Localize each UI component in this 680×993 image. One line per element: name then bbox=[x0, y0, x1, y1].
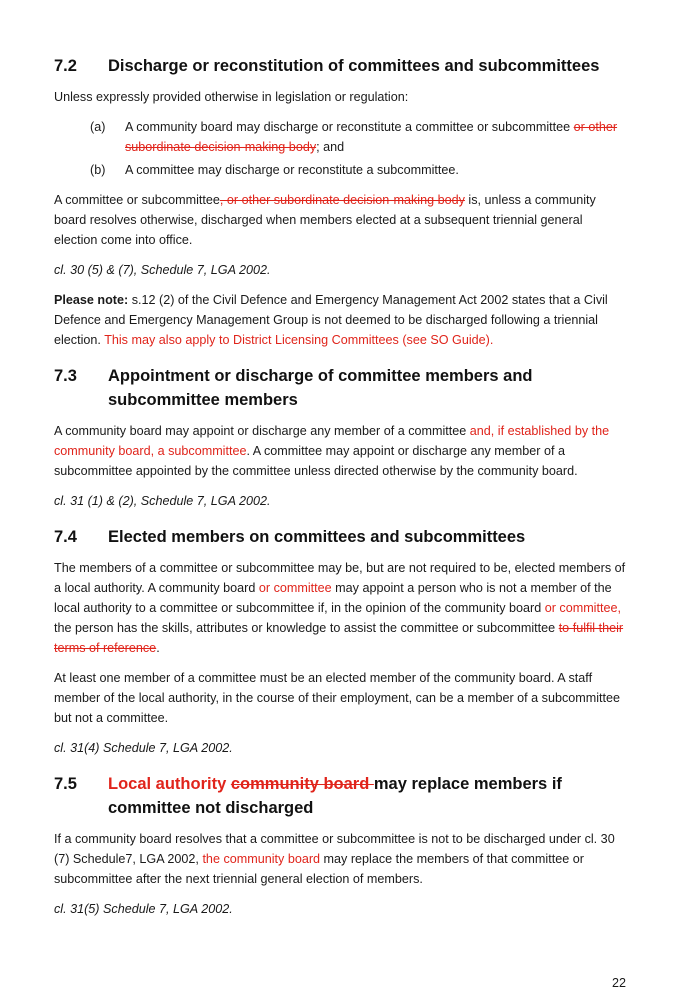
section-title bbox=[108, 772, 626, 820]
citation: cl. 31(4) Schedule 7, LGA 2002. bbox=[54, 741, 233, 755]
list-text bbox=[125, 117, 626, 157]
section-7-3 bbox=[54, 364, 626, 511]
paragraph: At least one member of a committee must be an elected member of the community board. A staff member of the local authority, in the course of their employment, can be a member of a subcommittee but not a committee. bbox=[54, 671, 621, 725]
inserted-text: or committee, bbox=[544, 601, 621, 615]
deleted-text: or other subordinate decision-making body bbox=[125, 120, 618, 154]
inserted-text: This may also apply to District Licensing Committees (see SO Guide). bbox=[104, 333, 494, 347]
section-heading bbox=[54, 772, 626, 820]
paragraph: Unless expressly provided otherwise in legislation or regulation: bbox=[54, 90, 409, 104]
text-run: the person has the skills, attributes or knowledge to assist the committee or subcommittee bbox=[54, 621, 559, 635]
inserted-text: and, if established by the community board, a subcommittee bbox=[54, 424, 610, 458]
note-label: Please note: bbox=[54, 293, 129, 307]
deleted-text: community board bbox=[230, 775, 374, 793]
inserted-text: the community board bbox=[202, 852, 321, 866]
list-text: A committee may discharge or reconstitute a subcommittee. bbox=[125, 163, 459, 177]
text-run: is, unless a community board resolves otherwise, discharged when members elected at a subsequent triennial general election come into office. bbox=[54, 193, 596, 247]
section-number: 7.2 bbox=[54, 57, 77, 75]
list-item bbox=[54, 160, 626, 180]
paragraph bbox=[54, 558, 626, 658]
list-label: (b) bbox=[90, 163, 106, 177]
page-number: 22 bbox=[611, 976, 626, 990]
text-run: A community board may appoint or discharge any member of a committee bbox=[54, 424, 470, 438]
paragraph bbox=[54, 421, 626, 481]
section-title: Discharge or reconstitution of committees and subcommittees bbox=[108, 57, 600, 75]
citation: cl. 30 (5) & (7), Schedule 7, LGA 2002. bbox=[54, 263, 271, 277]
paragraph bbox=[54, 190, 626, 250]
list-label: (a) bbox=[90, 120, 106, 134]
deleted-text: , or other subordinate decision-making body bbox=[219, 193, 465, 207]
text-run: may appoint a person who is not a member of the local authority to a committee or subcommittee if, in the opinion of the community board bbox=[54, 581, 612, 615]
text-run: may replace the members of that committee or subcommittee after the next triennial general election of members. bbox=[54, 852, 584, 886]
paragraph bbox=[54, 829, 626, 889]
text-run: A community board may discharge or reconstitute a committee or subcommittee bbox=[125, 120, 574, 134]
section-7-2 bbox=[54, 54, 626, 350]
text-run: . bbox=[156, 641, 160, 655]
citation: cl. 31 (1) & (2), Schedule 7, LGA 2002. bbox=[54, 494, 271, 508]
list-item bbox=[54, 117, 626, 157]
text-run: The members of a committee or subcommittee may be, but are not required to be, elected members of a local authority. A community board bbox=[54, 561, 626, 595]
text-run: A committee or subcommittee bbox=[54, 193, 220, 207]
section-7-4 bbox=[54, 525, 626, 758]
text-run: s.12 (2) of the Civil Defence and Emergency Management Act 2002 states that a Civil Defence and Emergency Management Group is not deemed to be discharged following a triennial election. bbox=[54, 293, 608, 347]
section-number: 7.3 bbox=[54, 367, 77, 385]
section-title: Appointment or discharge of committee members and subcommittee members bbox=[108, 367, 533, 409]
section-7-5 bbox=[54, 772, 626, 919]
inserted-text: Local authority bbox=[108, 775, 231, 793]
section-title: Elected members on committees and subcommittees bbox=[108, 528, 526, 546]
clause-list bbox=[54, 117, 626, 180]
citation: cl. 31(5) Schedule 7, LGA 2002. bbox=[54, 902, 233, 916]
deleted-text: to fulfil their terms of reference bbox=[54, 621, 624, 655]
document-page bbox=[54, 48, 626, 929]
section-number: 7.4 bbox=[54, 528, 77, 546]
note-paragraph bbox=[54, 290, 626, 350]
text-run: ; and bbox=[316, 140, 345, 154]
section-number: 7.5 bbox=[54, 775, 77, 793]
section-heading bbox=[54, 54, 626, 78]
text-run: . A committee may appoint or discharge any member of a subcommittee appointed by the committee unless directed otherwise by the community board. bbox=[54, 444, 578, 478]
text-run: may replace members if committee not discharged bbox=[108, 775, 562, 817]
section-heading bbox=[54, 364, 626, 412]
text-run: If a community board resolves that a committee or subcommittee is not to be discharged under cl. 30 (7) Schedule7, LGA 2002, bbox=[54, 832, 615, 866]
section-heading bbox=[54, 525, 626, 549]
inserted-text: or committee bbox=[258, 581, 332, 595]
